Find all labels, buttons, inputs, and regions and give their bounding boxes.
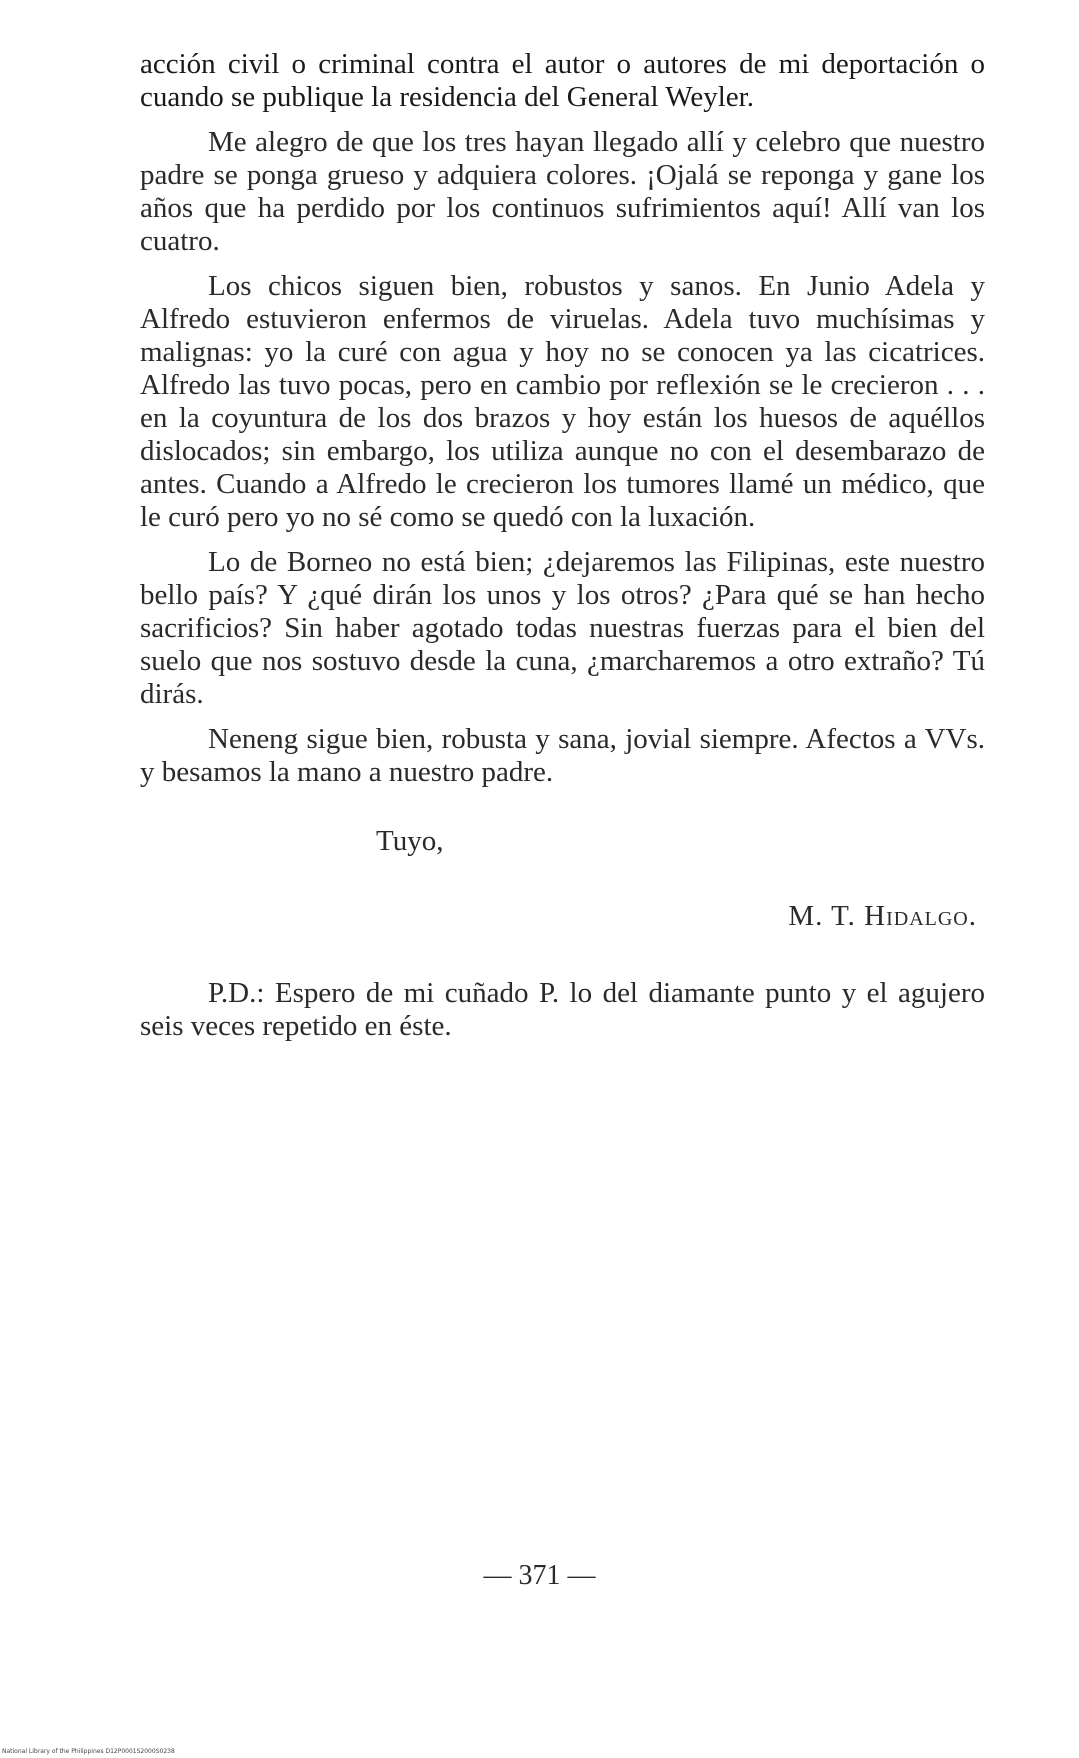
paragraph-continuation: acción civil o criminal contra el autor o autores de mi deportación o cuando se publique la residencia del General Weyler. — [140, 48, 985, 113]
page-number: — 371 — — [483, 1560, 596, 1591]
postscript: P.D.: Espero de mi cuñado P. lo del diamante punto y el agujero seis veces repetido en éste. — [140, 977, 985, 1042]
paragraph-parents-arrival: Me alegro de que los tres hayan llegado allí y celebro que nuestro padre se ponga grueso y adquiera colores. ¡Ojalá se reponga y gane los años que ha perdido por los continuos sufrimientos aquí! Allí van los cuatro. — [140, 126, 985, 257]
footer-credit: National Library of the Philippines D12P0001S2000S0238 — [2, 1748, 175, 1755]
closing-salutation: Tuyo, — [376, 825, 444, 857]
paragraph-neneng: Neneng sigue bien, robusta y sana, jovial siempre. Afectos a VVs. y besamos la mano a nuestro padre. — [140, 723, 985, 788]
letter-page — [140, 48, 985, 1043]
signature-initials: M. T. — [788, 900, 856, 932]
signature — [140, 900, 977, 933]
paragraph-borneo: Lo de Borneo no está bien; ¿dejaremos las Filipinas, este nuestro bello país? Y ¿qué dirán los unos y los otros? ¿Para qué se han hecho sacrificios? Sin haber agotado todas nuestras fuerzas para el bien del suelo que nos sostuvo desde la cuna, ¿marcharemos a otro extraño? Tú dirás. — [140, 546, 985, 710]
signature-surname: Hidalgo. — [864, 900, 977, 932]
paragraph-children-health: Los chicos siguen bien, robustos y sanos. En Junio Adela y Alfredo estuvieron enfermos de viruelas. Adela tuvo muchísimas y malignas: yo la curé con agua y hoy no se conocen ya las cicatrices. Alfredo las tuvo pocas, pero en cambio por reflexión se le crecieron . . . en la coyuntura de los dos brazos y hoy están los huesos de aquéllos dislocados; sin embargo, los utiliza aunque no con el desembarazo de antes. Cuando a Alfredo le crecieron los tumores llamé un médico, que le curó pero yo no sé como se quedó con la luxación. — [140, 270, 985, 533]
